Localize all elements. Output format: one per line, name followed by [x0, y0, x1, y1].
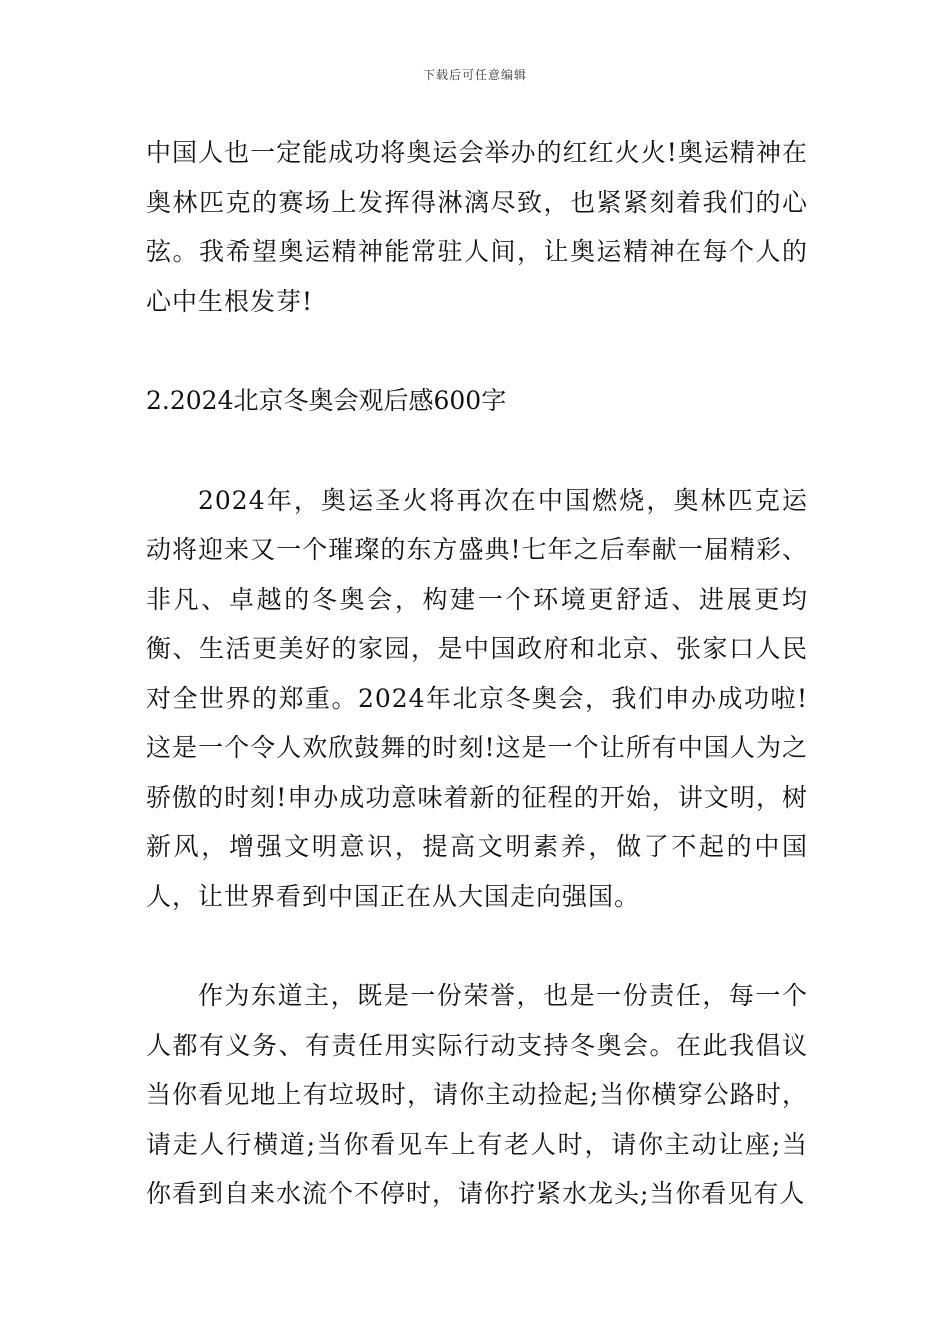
page-header: 下载后可任意编辑 — [422, 68, 527, 82]
paragraph-gap — [146, 921, 808, 971]
section-heading: 2.2024北京冬奥会观后感600字 — [146, 386, 507, 415]
paragraph-2: 2024年，奥运圣火将再次在中国燃烧，奥林匹克运动将迎来又一个璀璨的东方盛典!七年之后奉献一届精彩、非凡、卓越的冬奥会，构建一个环境更舒适、进展更均衡、生活更美好的家园，是中国政府和北京、张家口人民对全世界的郑重。2024年北京冬奥会，我们申办成功啦!这是一个令人欢欣鼓舞的时刻!这是一个让所有中国人为之骄傲的时刻!申办成功意味着新的征程的开始，讲文明，树新风，增强文明意识，提高文明素养，做了不起的中国人，让世界看到中国正在从大国走向强国。 — [146, 485, 808, 911]
paragraph-gap — [146, 426, 808, 476]
paragraph-3: 作为东道主，既是一份荣誉，也是一份责任，每一个人都有义务、有责任用实际行动支持冬奥会。在此我倡议当你看见地上有垃圾时，请你主动捡起;当你横穿公路时，请走人行横道;当你看见车上有老人时，请你主动让座;当你看到自来水流个不停时，请你拧紧水龙头;当你看见有人 — [146, 981, 808, 1208]
paragraph-gap — [146, 326, 808, 376]
document-body — [146, 128, 808, 1219]
paragraph-1: 中国人也一定能成功将奥运会举办的红红火火!奥运精神在奥林匹克的赛场上发挥得淋漓尽致，也紧紧刻着我们的心弦。我希望奥运精神能常驻人间，让奥运精神在每个人的心中生根发芽! — [146, 138, 808, 316]
